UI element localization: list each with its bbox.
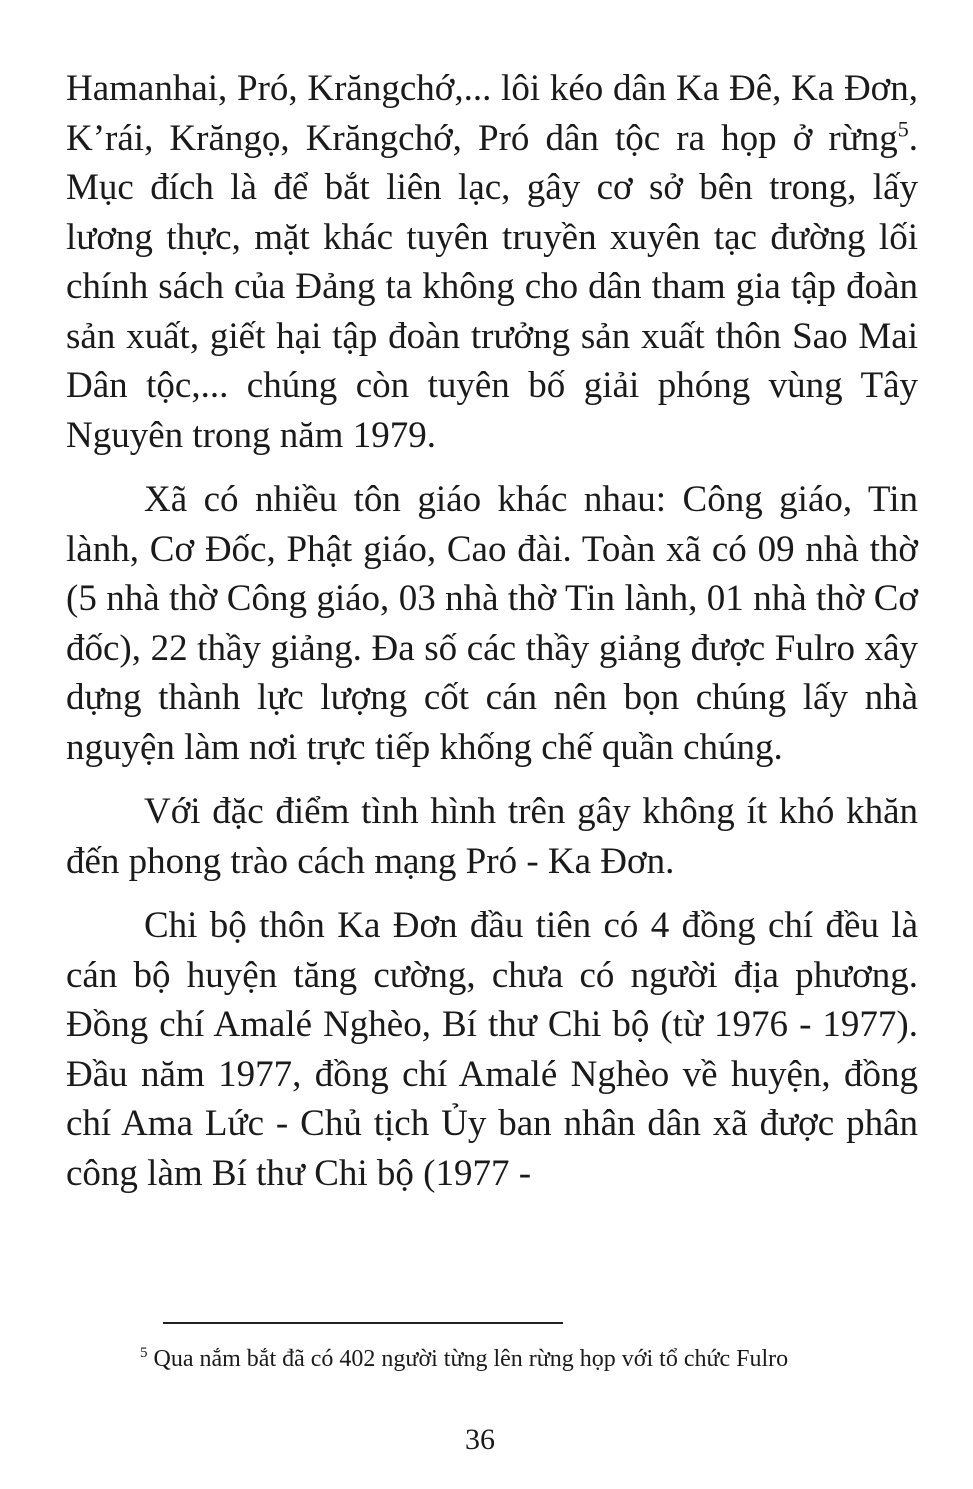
paragraph-1-after: . Mục đích là để bắt liên lạc, gây cơ sở bên trong, lấy lương thực, mặt khác tuyên truyền xuyên tạc đường lối chính sách của Đảng ta không cho dân tham gia tập đoàn sản xuất, giết hại tập đoàn trưởng sản xuất thôn Sao Mai Dân tộc,... chúng còn tuyên bố giải phóng vùng Tây Nguyên trong năm 1979. bbox=[66, 117, 918, 456]
footnote-reference: 5 bbox=[897, 116, 909, 142]
paragraph-1 bbox=[66, 64, 918, 460]
paragraph-1-before: Hamanhai, Pró, Krăngchớ,... lôi kéo dân Ka Đê, Ka Đơn, K’rái, Krăngọ, Krăngchớ, Pró dân tộc ra họp ở rừng bbox=[66, 68, 918, 159]
footnote-marker: 5 bbox=[140, 1345, 148, 1361]
page-number: 36 bbox=[465, 1423, 495, 1456]
document-body bbox=[66, 64, 918, 1198]
paragraph-3: Với đặc điểm tình hình trên gây không ít khó khăn đến phong trào cách mạng Pró - Ka Đơn. bbox=[66, 791, 918, 882]
footnote-text: Qua nắm bắt đã có 402 người từng lên rừng họp với tổ chức Fulro bbox=[153, 1346, 789, 1372]
paragraph-4: Chi bộ thôn Ka Đơn đầu tiên có 4 đồng chí đều là cán bộ huyện tăng cường, chưa có người địa phương. Đồng chí Amalé Nghèo, Bí thư Chi bộ (từ 1976 - 1977). Đầu năm 1977, đồng chí Amalé Nghèo về huyện, đồng chí Ama Lức - Chủ tịch Ủy ban nhân dân xã được phân công làm Bí thư Chi bộ (1977 - bbox=[66, 905, 918, 1194]
paragraph-1-text bbox=[66, 68, 918, 456]
footnote-divider bbox=[163, 1322, 563, 1324]
footnote bbox=[140, 1344, 920, 1374]
paragraph-2: Xã có nhiều tôn giáo khác nhau: Công giáo, Tin lành, Cơ Đốc, Phật giáo, Cao đài. Toàn xã có 09 nhà thờ (5 nhà thờ Công giáo, 03 nhà thờ Tin lành, 01 nhà thờ Cơ đốc), 22 thầy giảng. Đa số các thầy giảng được Fulro xây dựng thành lực lượng cốt cán nên bọn chúng lấy nhà nguyện làm nơi trực tiếp khống chế quần chúng. bbox=[66, 479, 918, 768]
